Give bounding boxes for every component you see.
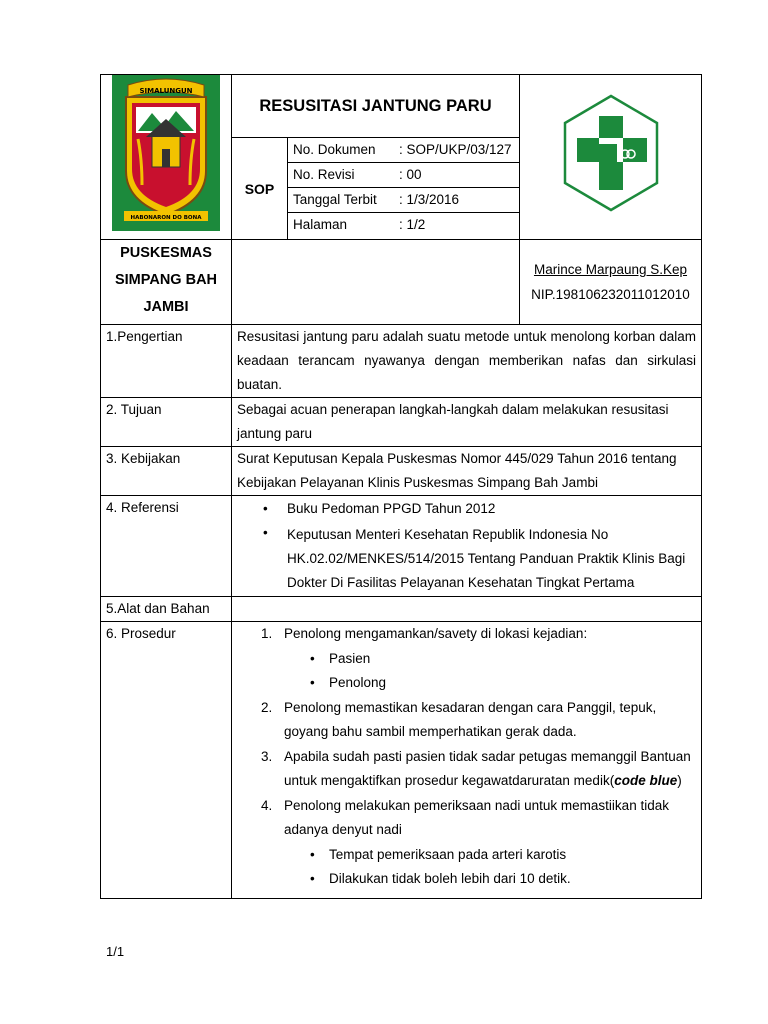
row-tujuan <box>101 398 702 447</box>
procedure-step <box>237 794 696 892</box>
row-pengertian <box>101 325 702 398</box>
meta-value: : 00 <box>394 163 519 188</box>
procedure-step <box>237 745 696 794</box>
signer-name: Marince Marpaung S.Kep <box>533 262 688 277</box>
sop-label: SOP <box>232 138 288 240</box>
meta-row <box>288 188 519 213</box>
meta-value: : SOP/UKP/03/127 <box>394 138 519 163</box>
step-number: 4. <box>261 797 273 813</box>
meta-key: Halaman <box>293 217 348 232</box>
sub-list <box>284 647 696 696</box>
signature-block <box>520 240 702 325</box>
row-alat <box>101 597 702 622</box>
list-item: • Buku Pedoman PPGD Tahun 2012 <box>237 497 696 521</box>
logo-top-text: SIMALUNGUN <box>139 87 193 95</box>
list-item: • Pasien <box>284 647 696 672</box>
list-item: • Keputusan Menteri Kesehatan Republik Indonesia No HK.02.02/MENKES/514/2015 Tentang Panduan Praktik Klinis Bagi Dokter Di Fasilitas Pelayanan Kesehatan Tingkat Pertama <box>237 521 696 595</box>
logo-bottom-text: HABONARON DO BONA <box>130 215 202 221</box>
row-label: 3. Kebijakan <box>101 447 232 496</box>
meta-row <box>288 163 519 188</box>
step-number: 1. <box>261 626 273 641</box>
code-blue-emphasis: code blue <box>614 773 678 788</box>
meta-row <box>288 213 519 238</box>
meta-value: : 1/2 <box>399 217 426 232</box>
meta-value: : 1/3/2016 <box>394 188 519 213</box>
meta-key: No. Dokumen <box>288 138 394 163</box>
puskesmas-logo-cell <box>520 75 702 240</box>
sop-table <box>100 74 702 899</box>
procedure-steps <box>237 622 696 892</box>
row-kebijakan <box>101 447 702 496</box>
step-number: 3. <box>261 748 273 764</box>
row-prosedur <box>101 622 702 899</box>
row-label: 6. Prosedur <box>101 622 232 899</box>
list-item: • Tempat pemeriksaan pada arteri karotis <box>284 843 696 868</box>
puskesmas-logo-icon <box>561 94 661 212</box>
blank-cell <box>232 240 520 325</box>
list-item: • Dilakukan tidak boleh lebih dari 10 detik. <box>284 867 696 892</box>
org-line: SIMPANG BAH <box>114 272 218 288</box>
organization-name <box>101 240 232 325</box>
row-label: 4. Referensi <box>101 496 232 597</box>
simalungun-logo <box>112 75 220 231</box>
simalungun-logo-cell <box>101 75 232 240</box>
row-label: 1.Pengertian <box>101 325 232 398</box>
step-text: Penolong mengamankan/savety di lokasi kejadian: <box>284 626 588 641</box>
meta-row <box>288 138 519 163</box>
org-line: JAMBI <box>143 299 189 315</box>
document-title: RESUSITASI JANTUNG PARU <box>232 75 520 138</box>
meta-key: No. Revisi <box>288 163 394 188</box>
step-tail: ) <box>677 773 682 788</box>
row-content <box>232 496 702 597</box>
meta-key: Tanggal Terbit <box>288 188 394 213</box>
row-label: 2. Tujuan <box>101 398 232 447</box>
document-meta <box>288 138 520 240</box>
procedure-step <box>237 622 696 696</box>
row-content: Resusitasi jantung paru adalah suatu metode untuk menolong korban dalam keadaan terancam nyawanya dengan memberikan nafas dan sirkulasi buatan. <box>232 325 702 398</box>
reference-list <box>237 497 696 595</box>
step-text: Penolong memastikan kesadaran dengan cara Panggil, tepuk, goyang bahu sambil memperhatikan gerak dada. <box>284 699 657 739</box>
row-label: 5.Alat dan Bahan <box>101 597 232 622</box>
page-number: 1/1 <box>106 944 125 959</box>
row-content <box>232 597 702 622</box>
row-referensi <box>101 496 702 597</box>
signer-nip: NIP.198106232011012010 <box>531 287 690 302</box>
row-content <box>232 622 702 899</box>
org-line: PUSKESMAS <box>120 245 212 261</box>
sub-list <box>284 843 696 892</box>
row-content: Sebagai acuan penerapan langkah-langkah dalam melakukan resusitasi jantung paru <box>232 398 702 447</box>
step-number: 2. <box>261 699 273 715</box>
procedure-step <box>237 696 696 745</box>
step-text: Penolong melakukan pemeriksaan nadi untuk memastiikan tidak adanya denyut nadi <box>284 797 669 837</box>
row-content: Surat Keputusan Kepala Puskesmas Nomor 445/029 Tahun 2016 tentang Kebijakan Pelayanan Klinis Puskesmas Simpang Bah Jambi <box>232 447 702 496</box>
step-text: Apabila sudah pasti pasien tidak sadar petugas memanggil Bantuan untuk mengaktifkan prosedur kegawatdaruratan medik( <box>284 748 691 788</box>
list-item: • Penolong <box>284 671 696 696</box>
